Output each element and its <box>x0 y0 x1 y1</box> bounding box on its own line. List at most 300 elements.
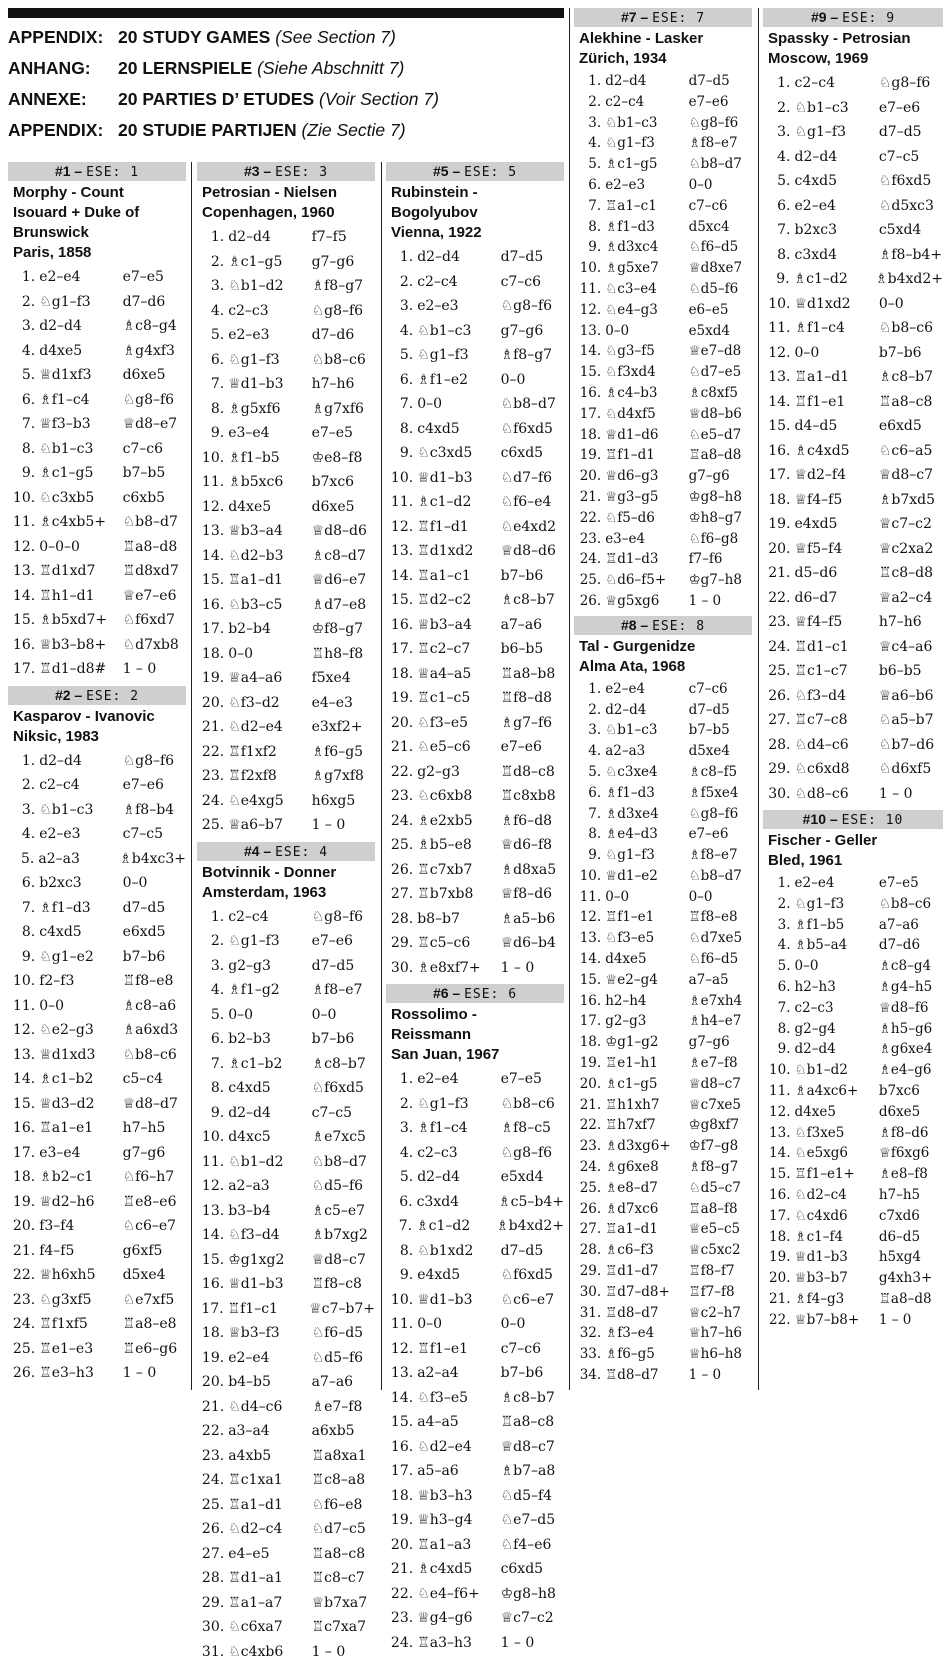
white-move: ♘d4xf5 <box>605 405 656 422</box>
move-row <box>763 708 943 733</box>
white-move: ♘b3–c5 <box>228 596 283 613</box>
game-7 <box>574 8 752 612</box>
move-number: 29. <box>579 1263 602 1280</box>
move-number: 33. <box>579 1346 602 1363</box>
game-code: ESE: 9 <box>842 11 896 26</box>
black-move: ♘d5–c7 <box>688 1179 741 1196</box>
move-row <box>574 679 752 700</box>
white-move: ♕d1–b3 <box>417 469 473 486</box>
white-move: d2–d4 <box>794 148 838 165</box>
move-number: 31. <box>579 1304 602 1321</box>
move-number: 15. <box>768 418 791 434</box>
move-number: 17. <box>769 1207 791 1224</box>
move-row <box>386 343 564 368</box>
black-move: 0–0 <box>122 875 148 891</box>
move-number: 7. <box>210 376 225 392</box>
game-3 <box>197 162 375 838</box>
black-move: ♗h4–e7 <box>688 1013 742 1030</box>
white-move: ♔g1–g2 <box>605 1034 659 1051</box>
move-number: 19. <box>390 1512 414 1528</box>
move-row <box>386 833 564 858</box>
white-move: ♗g6xe8 <box>605 1159 659 1176</box>
white-move: d2–d4 <box>605 73 647 89</box>
move-number: 22. <box>201 743 225 760</box>
move-number: 6. <box>588 176 602 193</box>
move-row <box>574 1157 752 1178</box>
white-move: d2–d4 <box>605 701 647 718</box>
move-row <box>386 564 564 589</box>
white-move: ♗f1–e2 <box>417 371 469 388</box>
white-move: ♗f1–c4 <box>417 1120 468 1136</box>
move-number: 20. <box>579 468 602 485</box>
white-move: ♗e8–d7 <box>605 1179 658 1196</box>
black-move: 1 – 0 <box>688 592 722 609</box>
move-row <box>763 218 943 243</box>
move-row <box>763 1247 943 1268</box>
move-row <box>197 1591 375 1616</box>
white-move: c2–c3 <box>228 302 269 319</box>
move-row <box>197 1615 375 1640</box>
move-number: 5. <box>210 1006 225 1023</box>
move-number: 10. <box>390 1291 414 1308</box>
white-move: e3–e4 <box>228 425 270 441</box>
white-move: ♘d4–c6 <box>228 1398 283 1415</box>
white-move: ♕d1–e2 <box>605 867 658 884</box>
move-number: 23. <box>201 1447 225 1464</box>
move-number: 25. <box>12 1340 36 1357</box>
white-move: ♘e5xg6 <box>794 1145 849 1162</box>
move-row <box>763 998 943 1019</box>
move-row <box>763 1268 943 1289</box>
white-move: e2–e4 <box>39 269 81 285</box>
black-move: ♘g8–f6 <box>688 114 739 131</box>
white-move: ♕d1–b3 <box>228 376 284 392</box>
black-move: b7xc6 <box>311 474 355 490</box>
white-move: ♗b5–a4 <box>794 937 848 954</box>
move-number: 4. <box>588 743 602 760</box>
black-move: e7–e6 <box>311 933 353 949</box>
white-move: e2–e3 <box>605 176 646 193</box>
move-number: 8. <box>210 1080 225 1096</box>
black-move: ♘f6xd7 <box>122 612 175 628</box>
black-move: ♘a5–b7 <box>878 712 934 728</box>
move-number: 1. <box>399 249 414 265</box>
move-number: 3. <box>210 278 225 294</box>
move-row <box>574 154 752 175</box>
move-row <box>197 1346 375 1371</box>
move-row <box>8 749 186 774</box>
game-title-bar <box>8 162 186 181</box>
move-number: 13. <box>769 1124 791 1141</box>
white-move: e4–e5 <box>228 1545 270 1562</box>
game-number: #6 – <box>432 985 461 1001</box>
white-move: ♗d3xg6+ <box>605 1138 671 1155</box>
column-1 <box>8 162 186 1390</box>
black-move: ♘d6xf5 <box>878 761 932 777</box>
move-row <box>763 316 943 341</box>
white-move: ♖a1–e1 <box>39 1120 94 1136</box>
move-number: 32. <box>579 1325 602 1342</box>
move-row <box>574 804 752 825</box>
move-row <box>763 1185 943 1206</box>
white-move: ♕g4–g6 <box>417 1610 473 1626</box>
move-number: 4. <box>777 148 791 165</box>
move-number: 14. <box>390 567 414 584</box>
black-move: ♘f4–e6 <box>500 1536 552 1553</box>
white-move: ♘d6–f5+ <box>605 572 667 589</box>
move-number: 1. <box>21 752 36 769</box>
game-title-bar <box>8 686 186 705</box>
move-list <box>574 679 752 1386</box>
white-move: ♖f1xf2 <box>228 743 277 760</box>
white-move: 0–0–0 <box>39 538 80 555</box>
white-move: c2–c4 <box>417 273 458 290</box>
black-move: ♔f7–g8 <box>688 1138 739 1155</box>
black-move: 0–0 <box>311 1006 337 1023</box>
black-move: c7–c6 <box>688 197 728 214</box>
move-number: 7. <box>210 1055 225 1072</box>
black-move: ♘f6xd5 <box>500 420 553 437</box>
move-row <box>197 299 375 324</box>
white-move: ♗d3xc4 <box>605 239 659 256</box>
white-move: c2–c4 <box>39 777 80 793</box>
move-number: 22. <box>769 1311 791 1328</box>
move-row <box>8 1190 186 1215</box>
move-row <box>197 1542 375 1567</box>
move-number: 7. <box>398 1218 413 1234</box>
white-move: ♖f2xf8 <box>228 768 277 784</box>
move-row <box>763 873 943 894</box>
move-number: 7. <box>777 222 791 238</box>
white-move: ♗g5xe7 <box>605 260 659 277</box>
move-number: 10. <box>12 489 36 506</box>
move-row <box>574 1095 752 1116</box>
white-move: ♗f1–b5 <box>228 449 280 466</box>
black-move: ♘d5–f6 <box>688 280 739 297</box>
game-title-bar <box>763 810 943 829</box>
black-move: ♗c8–g4 <box>122 318 177 334</box>
white-move: ♗f3–e4 <box>605 1325 655 1342</box>
black-move: c7xd6 <box>878 1207 920 1224</box>
black-move: e7–e5 <box>500 1071 542 1087</box>
white-move: ♗c1–g5 <box>605 1075 658 1092</box>
move-number: 9. <box>210 1104 225 1121</box>
move-row <box>8 920 186 945</box>
white-move: ♘g1–f3 <box>417 347 469 363</box>
move-number: 3. <box>21 318 36 334</box>
white-move: ♘d2–b3 <box>228 547 284 564</box>
move-number: 8. <box>777 1020 791 1037</box>
move-number: 9. <box>776 271 790 287</box>
move-row <box>763 733 943 758</box>
game-players: Kasparov - Ivanovic Niksic, 1983 <box>13 707 155 745</box>
black-move: ♘g8–f6 <box>878 75 931 91</box>
black-move: e4–e3 <box>311 694 353 711</box>
white-move: b2xc3 <box>794 222 838 238</box>
move-row <box>197 1248 375 1273</box>
black-move: ♘f6–d5 <box>311 1325 364 1341</box>
move-number: 30. <box>390 959 414 976</box>
black-move: ♘d5xc3 <box>878 197 934 214</box>
move-row <box>197 764 375 789</box>
move-row <box>574 1032 752 1053</box>
black-move: ♖a8–d8 <box>122 538 178 555</box>
move-row <box>197 1027 375 1052</box>
white-move: c4xd5 <box>228 1080 271 1096</box>
move-number: 19. <box>390 690 414 706</box>
white-move: ♕f4–f5 <box>794 491 843 508</box>
move-number: 20. <box>201 694 225 711</box>
move-number: 21. <box>769 1290 791 1307</box>
black-move: b6–b5 <box>500 641 544 657</box>
black-move: ♖f8–f7 <box>688 1263 735 1280</box>
black-move: ♗b4xd2+ <box>496 1218 564 1234</box>
black-move: ♘g8–f6 <box>122 752 175 769</box>
move-row <box>197 1125 375 1150</box>
move-row <box>386 882 564 907</box>
move-number: 8. <box>588 218 602 235</box>
move-row <box>386 588 564 613</box>
move-row <box>763 894 943 915</box>
move-row <box>8 773 186 798</box>
move-number: 17. <box>390 641 414 657</box>
move-row <box>574 1261 752 1282</box>
game-number: #2 – <box>54 686 83 703</box>
move-row <box>8 314 186 339</box>
white-move: ♘d2–e4 <box>417 1438 472 1455</box>
move-number: 7. <box>21 416 36 432</box>
move-number: 12. <box>12 1022 36 1038</box>
column-3 <box>386 162 564 1659</box>
move-row <box>386 270 564 295</box>
move-row <box>574 362 752 383</box>
black-move: 0–0 <box>688 176 713 193</box>
white-move: ♗d7xc6 <box>605 1200 659 1217</box>
black-move: ♗a5–b6 <box>500 910 556 927</box>
move-number: 10. <box>390 469 414 486</box>
move-row <box>197 740 375 765</box>
move-number: 24. <box>390 1634 414 1651</box>
move-row <box>763 561 943 586</box>
black-move: ♖f8–c8 <box>311 1276 362 1292</box>
black-move: 0–0 <box>688 888 713 905</box>
black-move: a7–a5 <box>688 971 729 988</box>
white-move: ♘d2–e4 <box>228 719 283 735</box>
white-move: ♗c4xb5+ <box>39 514 106 530</box>
move-number: 24. <box>768 638 791 655</box>
black-move: ♗a6xd3 <box>122 1022 179 1038</box>
move-row <box>197 274 375 299</box>
black-move: g7–g6 <box>311 253 355 270</box>
black-move: ♖a8–d8 <box>688 447 742 464</box>
white-move: ♘b1xd2 <box>417 1242 474 1259</box>
move-number: 12. <box>201 498 225 515</box>
white-move: d6–d7 <box>794 589 838 606</box>
move-number: 21. <box>12 1242 36 1259</box>
white-move: ♘b1–c3 <box>39 801 94 818</box>
move-list <box>8 265 186 682</box>
move-number: 19. <box>201 1349 225 1366</box>
white-move: ♖c7xb7 <box>417 861 473 878</box>
white-move: ♘g1–f3 <box>228 933 280 949</box>
column-divider <box>381 162 382 1390</box>
move-row <box>386 1410 564 1435</box>
black-move: ♖a8–c8 <box>878 393 933 410</box>
game-number: #4 – <box>243 842 272 859</box>
move-number: 2. <box>21 777 36 793</box>
move-number: 26. <box>390 861 414 878</box>
white-move: ♘b1–d2 <box>794 1062 848 1079</box>
move-number: 24. <box>390 812 414 829</box>
game-9 <box>763 8 943 806</box>
black-move: ♖a8–d8 <box>878 1290 932 1307</box>
move-number: 34. <box>579 1367 602 1384</box>
move-number: 17. <box>12 661 36 677</box>
white-move: ♘b1–c3 <box>417 322 472 339</box>
move-number: 6. <box>588 784 602 801</box>
move-number: 19. <box>768 516 791 532</box>
game-title-bar <box>763 8 943 27</box>
header-line-de: ANHANG: 20 LERNSPIELE (Siehe Abschnitt 7) <box>8 58 405 78</box>
game-code: ESE: 3 <box>275 165 329 180</box>
black-move: d7–d5 <box>500 249 544 265</box>
white-move: d2–d4 <box>417 1169 460 1185</box>
move-row <box>197 1101 375 1126</box>
black-move: d5xc4 <box>688 218 730 235</box>
move-number: 18. <box>579 426 602 443</box>
move-number: 4. <box>777 937 791 954</box>
white-move: d4xe5 <box>39 342 83 359</box>
white-move: a3–a4 <box>228 1423 270 1439</box>
move-row <box>574 549 752 570</box>
move-number: 3. <box>777 916 791 933</box>
black-move: ♔f8–g7 <box>311 621 364 637</box>
black-move: ♗e7xc5 <box>311 1129 366 1145</box>
white-move: ♖d1–c1 <box>794 638 849 655</box>
black-move: ♖c8–a8 <box>311 1472 366 1488</box>
black-move: ♔g8–h8 <box>500 1585 556 1602</box>
move-row <box>197 1444 375 1469</box>
move-number: 1. <box>588 680 602 697</box>
black-move: ♖d8xd7 <box>122 563 179 579</box>
move-number: 11. <box>769 1082 791 1099</box>
move-row <box>763 243 943 268</box>
white-move: ♕d1–b3 <box>228 1276 284 1292</box>
move-row <box>763 977 943 998</box>
white-move: ♘f3–d2 <box>228 694 280 711</box>
white-move: ♗f1–d3 <box>605 784 655 801</box>
move-row <box>8 945 186 970</box>
move-row <box>574 445 752 466</box>
white-move: ♗c1–g5 <box>39 465 94 481</box>
white-move: ♘g1–f3 <box>417 1095 469 1112</box>
move-row <box>763 194 943 219</box>
move-number: 11. <box>390 494 414 510</box>
white-move: ♖c1–c5 <box>417 690 471 706</box>
white-move: ♗b5–e8 <box>417 837 472 853</box>
black-move: b7–b6 <box>500 567 544 584</box>
move-number: 9. <box>21 948 36 965</box>
move-row <box>197 225 375 250</box>
white-move: e2–e4 <box>794 197 836 214</box>
black-move: ♕d8–c7 <box>500 1438 555 1455</box>
move-number: 28. <box>201 1570 225 1586</box>
black-move: ♔h8–g7 <box>688 509 742 526</box>
move-number: 23. <box>390 788 414 804</box>
move-number: 4. <box>21 826 36 842</box>
move-row <box>763 414 943 439</box>
move-number: 16. <box>579 992 602 1009</box>
move-row <box>763 935 943 956</box>
move-number: 1. <box>777 875 791 891</box>
black-move: ♕c2–h7 <box>688 1304 741 1321</box>
black-move: e5xd4 <box>688 322 730 339</box>
black-move: c5–c4 <box>122 1071 164 1087</box>
move-row <box>197 617 375 642</box>
white-move: ♗f1–d3 <box>605 218 655 235</box>
white-move: ♖f1–d1 <box>417 518 469 535</box>
white-move: ♕f4–f5 <box>794 614 843 630</box>
move-row <box>8 1165 186 1190</box>
white-move: f2–f3 <box>39 973 75 989</box>
move-row <box>763 537 943 562</box>
black-move: 1 – 0 <box>500 959 535 976</box>
move-row <box>386 1165 564 1190</box>
white-move: d4xe5 <box>605 951 647 968</box>
white-move: ♖a1–d1 <box>228 1496 283 1513</box>
black-move: c7–c6 <box>500 273 542 290</box>
white-move: g2–g3 <box>605 1013 647 1030</box>
white-move: ♘f5–d6 <box>605 509 655 526</box>
white-move: ♖d1–d8# <box>39 661 107 677</box>
white-move: d2–d4 <box>794 1041 836 1058</box>
move-row <box>386 417 564 442</box>
white-move: ♖a1–d1 <box>228 572 283 588</box>
black-move: ♕h7–h6 <box>688 1325 742 1342</box>
white-move: ♘c3xd5 <box>417 445 473 461</box>
white-move: c3xd4 <box>794 246 838 263</box>
black-move: ♕e5–c5 <box>688 1221 741 1238</box>
move-number: 17. <box>579 1013 602 1030</box>
move-number: 3. <box>210 957 225 974</box>
move-row <box>574 928 752 949</box>
move-row <box>386 392 564 417</box>
white-move: d2–d4 <box>228 1104 271 1121</box>
move-number: 21. <box>579 488 602 505</box>
move-row <box>197 642 375 667</box>
move-number: 13. <box>579 322 602 339</box>
white-move: ♘c3xe4 <box>605 763 658 780</box>
move-number: 25. <box>390 837 414 853</box>
move-row <box>386 907 564 932</box>
move-row <box>574 258 752 279</box>
white-move: 0–0 <box>228 645 254 662</box>
move-row <box>8 1337 186 1362</box>
move-number: 8. <box>210 400 225 417</box>
black-move: d7–d6 <box>122 293 166 310</box>
black-move: ♗c8–b7 <box>500 1389 555 1406</box>
white-move: ♕d6–g3 <box>605 468 659 485</box>
move-row <box>574 341 752 362</box>
move-row <box>197 666 375 691</box>
black-move: g6xf5 <box>122 1242 163 1259</box>
black-move: ♗g7–f6 <box>500 714 553 731</box>
move-number: 12. <box>390 518 414 535</box>
black-move: ♕e7–e6 <box>122 587 177 604</box>
move-row <box>763 71 943 96</box>
move-row <box>574 279 752 300</box>
move-row <box>386 490 564 515</box>
